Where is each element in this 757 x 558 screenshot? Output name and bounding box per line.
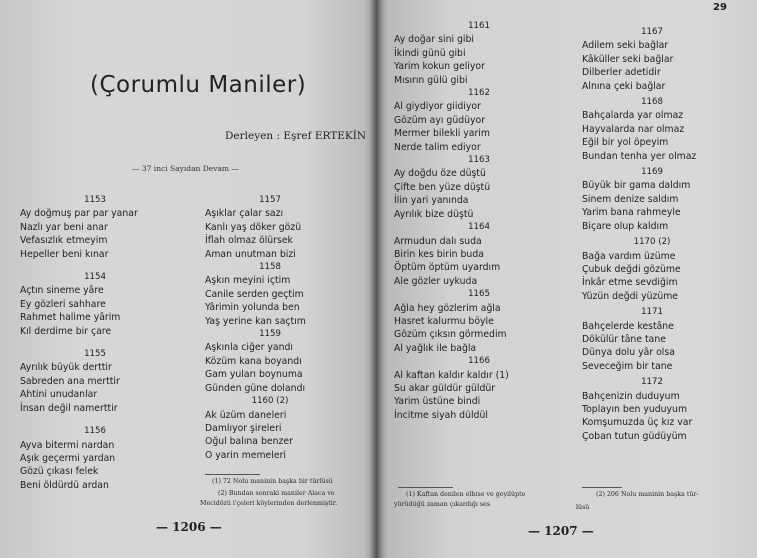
verse-line: Al yağlık ile bağla bbox=[394, 342, 477, 354]
mani-verse bbox=[582, 376, 722, 443]
verse-line: Aşkınla ciğer yandı bbox=[205, 342, 293, 354]
verse-line: Mermer bilekli yarim bbox=[394, 128, 490, 140]
page-title: (Çorumlu Maniler) bbox=[90, 72, 307, 98]
verse-line: Su akar güldür güldür bbox=[394, 382, 496, 394]
verse-line: Ay doğar sini gibi bbox=[394, 34, 474, 46]
mani-verse bbox=[20, 425, 170, 492]
mani-verse bbox=[205, 395, 335, 462]
verse-number: 1169 bbox=[641, 167, 663, 178]
mani-verse bbox=[394, 355, 564, 422]
verse-line: Biçare olup kaldım bbox=[582, 220, 669, 232]
mani-verse bbox=[394, 288, 564, 355]
mani-verse bbox=[205, 328, 335, 395]
verse-line: Sinem denize saldım bbox=[582, 193, 679, 205]
continued-note: — 37 inci Sayıdan Devam — bbox=[132, 164, 239, 173]
verse-line: Bundan tenha yer olmaz bbox=[582, 150, 697, 162]
verse-line: İnsan değil namerttir bbox=[20, 402, 118, 414]
verse-number: 1164 bbox=[468, 222, 490, 233]
verse-line: Ahtini unudanlar bbox=[20, 389, 98, 401]
verse-number: 1156 bbox=[84, 426, 106, 437]
verse-line: Bahçalarda yar olmaz bbox=[582, 110, 684, 122]
footnote: (2) 206 Nolu maninin başka tür- bbox=[596, 491, 699, 498]
verse-line: Oğul balına benzer bbox=[205, 436, 293, 448]
verse-line: Bahçenizin duduyum bbox=[582, 390, 680, 402]
verse-line: Gözü çıkası felek bbox=[20, 466, 99, 478]
page-number: — 1207 — bbox=[528, 524, 594, 538]
verse-line: Ağla hey gözlerim ağla bbox=[394, 302, 501, 314]
verse-line: Gözüm ayı güdüyor bbox=[394, 114, 486, 126]
verse-line: Gözüm çıksın görmedim bbox=[394, 329, 507, 341]
verse-line: Bahçelerde kestâne bbox=[582, 320, 674, 332]
verse-line: Ayrılık büyük derttir bbox=[20, 362, 112, 374]
verse-line: Çoban tutun güdüyüm bbox=[582, 430, 687, 442]
right-column-a bbox=[394, 20, 564, 422]
mani-verse bbox=[582, 236, 722, 303]
mani-verse bbox=[20, 271, 170, 338]
verse-number: 1155 bbox=[84, 349, 106, 360]
footnote-rule bbox=[582, 487, 622, 488]
verse-line: Kanlı yaş döker gözü bbox=[205, 221, 302, 233]
mani-verse bbox=[582, 306, 722, 373]
footnote: Mecidözü i'çeleri köylerinden derlenmiştir. bbox=[200, 500, 338, 507]
mani-verse bbox=[394, 221, 564, 288]
right-page bbox=[376, 0, 757, 558]
verse-number: 1160 (2) bbox=[251, 396, 289, 407]
verse-line: Çifte ben yüze düştü bbox=[394, 181, 491, 193]
verse-line: Komşumuzda üç kız var bbox=[582, 417, 693, 429]
mani-verse bbox=[582, 166, 722, 233]
verse-line: Açtın sineme yâre bbox=[20, 285, 104, 297]
mani-verse bbox=[205, 194, 335, 261]
verse-number: 1159 bbox=[259, 329, 281, 340]
verse-line: İnkâr etme sevdiğim bbox=[582, 277, 678, 289]
mani-verse bbox=[582, 26, 722, 93]
verse-line: Nerde talim ediyor bbox=[394, 141, 481, 153]
mani-verse bbox=[394, 87, 564, 154]
mani-verse bbox=[205, 261, 335, 328]
right-column-b bbox=[582, 26, 722, 443]
author-line: Derleyen : Eşref ERTEKİN bbox=[225, 130, 367, 142]
verse-line: Közüm kana boyandı bbox=[205, 355, 302, 367]
verse-line: Yârimin yolunda ben bbox=[205, 302, 300, 314]
verse-line: Hasret kalurmu böyle bbox=[394, 315, 494, 327]
footnote: (1) 72 Nolu maninin başka bir türlüsü bbox=[212, 478, 333, 485]
verse-line: Armudun dalı suda bbox=[394, 235, 482, 247]
footnote: lüsü bbox=[576, 504, 590, 511]
mani-verse bbox=[582, 96, 722, 163]
verse-line: Büyük bir gama daldım bbox=[582, 180, 691, 192]
verse-line: Mısırın gülü gibi bbox=[394, 74, 468, 86]
verse-line: Öptüm öptüm uyardım bbox=[394, 262, 501, 274]
verse-line: Rahmet halime yârim bbox=[20, 312, 121, 324]
mani-verse bbox=[394, 154, 564, 221]
footnote: (2) Bundan sonraki maniler Alaca ve bbox=[218, 490, 335, 497]
verse-line: Ay doğdu öze düştü bbox=[394, 168, 486, 180]
verse-line: Hayvalarda nar olmaz bbox=[582, 123, 685, 135]
left-column-a bbox=[20, 194, 170, 492]
mani-verse bbox=[20, 348, 170, 415]
verse-line: Yarim kokun geliyor bbox=[394, 61, 485, 73]
verse-line: İflah olmaz ölürsek bbox=[205, 235, 293, 247]
verse-line: Kıl derdime bir çare bbox=[20, 325, 112, 337]
verse-line: Ale gözler uykuda bbox=[394, 275, 478, 287]
verse-number: 1166 bbox=[468, 356, 490, 367]
verse-number: 1153 bbox=[84, 195, 106, 205]
verse-line: İlin yari yanında bbox=[394, 195, 469, 207]
verse-line: Aşık geçermi yardan bbox=[20, 452, 116, 464]
verse-line: Ak üzüm daneleri bbox=[205, 409, 287, 421]
verse-line: Vefasızlık etmeyim bbox=[20, 235, 108, 247]
verse-line: Kâküller seki bağlar bbox=[582, 53, 674, 65]
verse-line: Yüzün değdi yüzüme bbox=[582, 290, 679, 302]
verse-line: Yarim bana rahmeyle bbox=[582, 207, 681, 219]
verse-line: Dünya dolu yâr olsa bbox=[582, 347, 675, 359]
verse-line: O yarin memeleri bbox=[205, 449, 286, 461]
corner-number: 29 bbox=[713, 2, 727, 13]
verse-line: Al giydiyor giidiyor bbox=[394, 101, 481, 113]
verse-line: Damlıyor şireleri bbox=[205, 422, 282, 434]
verse-line: Yarim üstüne bindi bbox=[394, 396, 481, 408]
verse-line: Günden güne dolandı bbox=[205, 382, 306, 394]
verse-line: Gam yuları boynuma bbox=[205, 369, 303, 381]
verse-number: 1165 bbox=[468, 289, 490, 300]
verse-line: Aşkın meyini içtim bbox=[205, 275, 291, 287]
page-number: — 1206 — bbox=[156, 520, 222, 534]
left-page bbox=[0, 0, 376, 558]
verse-number: 1154 bbox=[84, 272, 106, 283]
verse-line: Dökülür tâne tane bbox=[582, 333, 666, 345]
verse-number: 1158 bbox=[259, 262, 281, 273]
verse-line: Aman unutman bizi bbox=[205, 248, 296, 260]
verse-line: Eğil bir yol öpeyim bbox=[582, 137, 669, 149]
verse-number: 1168 bbox=[641, 97, 663, 108]
book-gutter bbox=[370, 0, 382, 558]
verse-line: Toplayın ben yuduyum bbox=[582, 403, 688, 415]
verse-line: Nazlı yar beni anar bbox=[20, 221, 108, 233]
verse-line: Al kaftan kaldır kaldır (1) bbox=[394, 369, 509, 381]
verse-number: 1171 bbox=[641, 307, 663, 318]
verse-line: Alnına çeki bağlar bbox=[582, 80, 666, 92]
verse-line: Hepeller beni kınar bbox=[20, 248, 109, 260]
verse-line: Çubuk değdi gözüme bbox=[582, 263, 681, 275]
verse-line: Adilem seki bağlar bbox=[582, 40, 669, 52]
verse-line: Canile serden geçtim bbox=[205, 288, 304, 300]
verse-number: 1157 bbox=[259, 195, 281, 205]
verse-line: Ayva bitermi nardan bbox=[20, 439, 115, 451]
footnote-rule bbox=[205, 474, 260, 475]
verse-number: 1161 bbox=[468, 21, 490, 31]
mani-verse bbox=[394, 20, 564, 87]
verse-line: Ey gözleri sahhare bbox=[20, 298, 106, 310]
verse-line: Seveceğim bir tane bbox=[582, 360, 673, 372]
verse-line: İkindi günü gibi bbox=[394, 47, 466, 59]
verse-number: 1170 (2) bbox=[633, 237, 671, 248]
verse-number: 1162 bbox=[468, 88, 490, 99]
verse-line: Ayrılık bize düştü bbox=[394, 208, 474, 220]
verse-number: 1163 bbox=[468, 155, 490, 166]
footnote: yürüdüğü zaman çıkardığı ses bbox=[394, 501, 491, 508]
verse-line: Yaş yerine kan saçtım bbox=[205, 315, 306, 327]
verse-line: Sabreden ana merttir bbox=[20, 375, 120, 387]
footnote: (1) Kaftan denilen elbise ve geyilüpte bbox=[406, 491, 526, 498]
verse-line: Ay doğmuş par par yanar bbox=[20, 208, 138, 220]
verse-number: 1167 bbox=[641, 27, 663, 37]
verse-line: Bağa vardım üzüme bbox=[582, 250, 676, 262]
verse-number: 1172 bbox=[641, 377, 663, 388]
mani-verse bbox=[20, 194, 170, 261]
verse-line: Birin kes birin buda bbox=[394, 248, 484, 260]
verse-line: İncitme siyah düldül bbox=[394, 409, 488, 421]
verse-line: Aşıklar çalar sazı bbox=[205, 208, 284, 220]
footnote-rule bbox=[398, 487, 453, 488]
left-column-b bbox=[205, 194, 335, 462]
verse-line: Dilberler adetidir bbox=[582, 67, 661, 79]
verse-line: Beni öldürdü ardan bbox=[20, 479, 109, 491]
